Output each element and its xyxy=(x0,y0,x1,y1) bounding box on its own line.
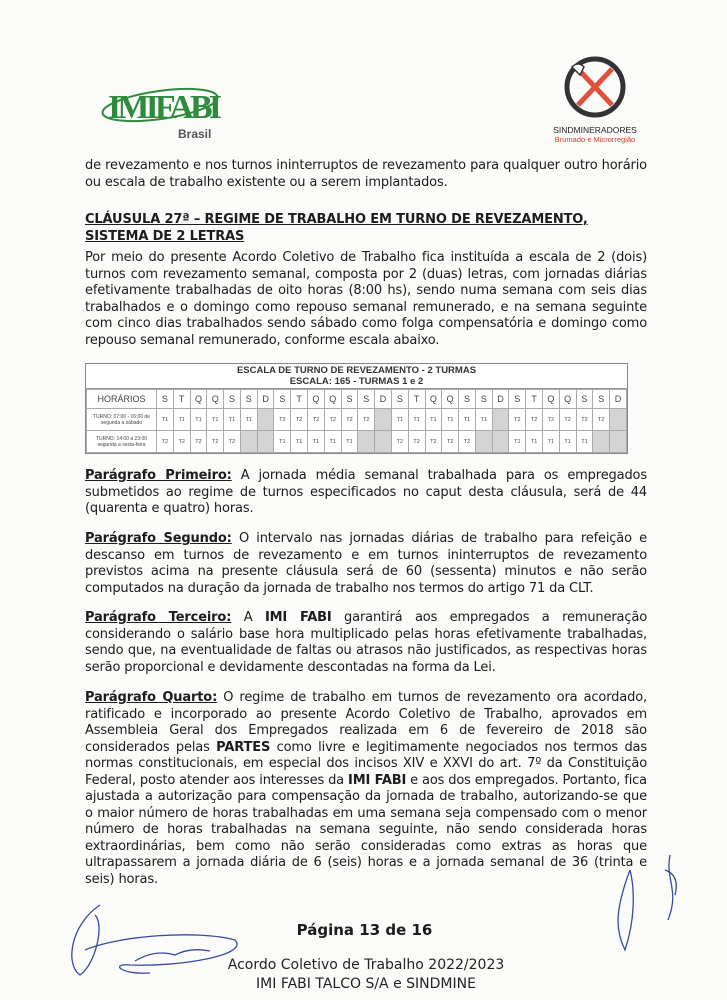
shift-cell: T2 xyxy=(526,409,543,431)
shift-cell: T1 xyxy=(408,409,425,431)
shift-cell: T2 xyxy=(391,431,408,453)
paragraph-text: garantirá aos empregados a remuneração considerando o salário base hora multiplicado pelas horas efetivamente trabalhadas, sendo que, na eventualidade de faltas ou atrasos não justificados, as respectivas horas serão proporcional e devidamente descontadas na forma da Lei. xyxy=(85,610,647,675)
day-cell: S xyxy=(341,390,358,409)
shift-cell xyxy=(475,431,492,453)
shift-cell: T1 xyxy=(391,409,408,431)
header-cell: HORÁRIOS xyxy=(87,390,157,409)
footer-line-2: IMI FABI TALCO S/A e SINDMINE xyxy=(256,976,476,992)
day-cell: S xyxy=(459,390,476,409)
day-cell: S xyxy=(240,390,257,409)
shift-cell: T1 xyxy=(341,431,358,453)
shift-cell: T2 xyxy=(324,409,341,431)
paragraph-label: Parágrafo Primeiro: xyxy=(85,468,232,483)
paragraph-segundo xyxy=(85,531,647,597)
shift-cell xyxy=(375,409,392,431)
shift-cell xyxy=(240,431,257,453)
shift-cell: T1 xyxy=(542,431,559,453)
paragraph-label: Parágrafo Quarto: xyxy=(85,690,218,705)
shift-cell xyxy=(375,431,392,453)
shift-cell: T2 xyxy=(157,431,174,453)
table-subtitle: ESCALA: 165 - TURMAS 1 e 2 xyxy=(289,376,424,387)
shift-cell: T2 xyxy=(274,409,291,431)
shift-cell: T1 xyxy=(576,431,593,453)
paragraph-label: Parágrafo Terceiro: xyxy=(85,610,232,625)
day-cell: Q xyxy=(425,390,442,409)
shift-cell: T2 xyxy=(542,409,559,431)
shift-cell: T1 xyxy=(207,409,224,431)
table-title xyxy=(86,364,627,389)
shift-cell: T1 xyxy=(308,431,325,453)
shift-cell xyxy=(492,431,509,453)
shift-cell: T1 xyxy=(291,431,308,453)
shift-cell: T2 xyxy=(509,409,526,431)
paragraph-text: O regime de trabalho em turnos de revezamento ora acordado, ratificado e incorporado ao presente Acordo Coletivo de Trabalho, aprovados em Assembleia Geral dos Empregados realizada em 6 de fevereiro de 2018 são considerados pelas xyxy=(85,690,647,755)
shift-label: TURNO: 14:00 a 23:00 segunda a sexta-feira xyxy=(87,431,157,453)
shift-cell: T2 xyxy=(358,409,375,431)
day-cell: T xyxy=(291,390,308,409)
clause-text: Por meio do presente Acordo Coletivo de Trabalho fica instituída a escala de 2 (dois) turnos com revezamento semanal, composta por 2 (duas) letras, com jornadas diárias efetivamente trabalhadas de oito horas (8:00 hs), sendo numa semana com seis dias trabalhados e o domingo como repouso semanal remunerado, e na semana seguinte com cinco dias trabalhados sendo sábado como folga compensatória e domingo como repouso semanal remunerado, conforme escala abaixo. xyxy=(85,250,647,348)
shift-cell: T2 xyxy=(593,409,610,431)
shift-cell: T2 xyxy=(442,431,459,453)
day-cell: D xyxy=(375,390,392,409)
day-cell: T xyxy=(173,390,190,409)
shift-cell xyxy=(610,409,627,431)
shift-cell xyxy=(257,431,274,453)
shift-cell: T2 xyxy=(190,431,207,453)
shift-cell: T1 xyxy=(459,409,476,431)
day-cell: Q xyxy=(308,390,325,409)
shift-cell xyxy=(492,409,509,431)
day-cell: T xyxy=(526,390,543,409)
company-name: IMI FABI xyxy=(348,772,407,788)
shift-cell: T2 xyxy=(341,409,358,431)
day-cell: S xyxy=(157,390,174,409)
day-cell: S xyxy=(391,390,408,409)
shift-row xyxy=(87,431,627,453)
shift-cell xyxy=(610,431,627,453)
paragraph-text: como livre e legitimamente negociados nos termos das normas constitucionais, em especial dos incisos XIV e XXVI do art. 7º da Constituição Federal, posto atender aos interesses da xyxy=(85,739,647,788)
shift-cell: T1 xyxy=(240,409,257,431)
shift-cell: T2 xyxy=(559,409,576,431)
day-cell: D xyxy=(492,390,509,409)
shift-row xyxy=(87,409,627,431)
day-cell: S xyxy=(274,390,291,409)
day-cell: Q xyxy=(542,390,559,409)
shift-cell: T2 xyxy=(308,409,325,431)
day-cell: S xyxy=(358,390,375,409)
shift-cell: T1 xyxy=(509,431,526,453)
paragraph-quarto xyxy=(85,690,647,888)
paragraph-primeiro xyxy=(85,468,647,518)
shift-label: TURNO: 07:00 - 16:00 de segunda a sábado xyxy=(87,409,157,431)
clause-title: CLÁUSULA 27ª – REGIME DE TRABALHO EM TURNO DE REVEZAMENTO, SISTEMA DE 2 LETRAS xyxy=(85,212,588,244)
shift-cell xyxy=(358,431,375,453)
intro-text: de revezamento e nos turnos ininterruptos de revezamento para qualquer outro horário ou escala de trabalho existente ou a serem implantados. xyxy=(85,158,647,190)
shift-cell: T1 xyxy=(442,409,459,431)
shift-cell: T1 xyxy=(224,409,241,431)
day-cell: Q xyxy=(559,390,576,409)
shift-cell: T2 xyxy=(459,431,476,453)
shift-cell: T1 xyxy=(475,409,492,431)
shift-cell xyxy=(593,431,610,453)
svg-text:SINDMINERADORES: SINDMINERADORES xyxy=(553,125,637,135)
day-cell: T xyxy=(408,390,425,409)
day-cell: Q xyxy=(190,390,207,409)
table-title-text: ESCALA DE TURNO DE REVEZAMENTO - 2 TURMAS xyxy=(236,365,477,376)
shift-cell: T1 xyxy=(274,431,291,453)
svg-text:IMIFABI: IMIFABI xyxy=(108,89,220,126)
day-cell: S xyxy=(224,390,241,409)
shift-cell: T2 xyxy=(576,409,593,431)
shift-cell xyxy=(257,409,274,431)
signature-right xyxy=(610,850,690,960)
shift-cell: T2 xyxy=(173,431,190,453)
paragraph-text: e aos dos empregados. Portanto, fica ajustada a autorização para compensação da jornada de trabalho, autorizando-se que o maior número de horas trabalhadas em uma semana seja compensado com o menor número de horas trabalhadas na semana seguinte, não sendo considerada horas extraordinárias, bem como não serão consideradas como extras as horas que ultrapassarem a jornada diária de 6 (seis) horas e a jornada semanal de 36 (trinta e seis) horas. xyxy=(85,772,647,887)
day-cell: D xyxy=(610,390,627,409)
shift-cell: T2 xyxy=(224,431,241,453)
shift-cell: T2 xyxy=(408,431,425,453)
day-cell: S xyxy=(509,390,526,409)
shift-cell: T2 xyxy=(425,431,442,453)
svg-text:Brasil: Brasil xyxy=(178,127,212,141)
page-number: Página 13 de 16 xyxy=(296,921,433,939)
paragraph-text: O intervalo nas jornadas diárias de trabalho para refeição e descanso em turnos de revezamento e em turnos ininterruptos de revezamento previstos acima na presente cláusula será de 60 (sessenta) minutos e não serão computados na duração da jornada de trabalho nos termos do artigo 71 da CLT. xyxy=(85,531,648,596)
imifabi-logo xyxy=(100,80,230,145)
day-cell: Q xyxy=(324,390,341,409)
days-row xyxy=(87,390,627,409)
shift-cell: T1 xyxy=(425,409,442,431)
company-name: IMI FABI xyxy=(264,610,332,625)
paragraph-terceiro xyxy=(85,610,647,676)
day-cell: S xyxy=(593,390,610,409)
parties-term: PARTES xyxy=(216,739,271,755)
shift-cell: T2 xyxy=(207,431,224,453)
day-cell: D xyxy=(257,390,274,409)
shift-cell: T1 xyxy=(190,409,207,431)
sindmineradores-logo xyxy=(520,55,670,150)
svg-text:Brumado e Microrregião: Brumado e Microrregião xyxy=(554,135,636,144)
paragraph-text: A jornada média semanal trabalhada para os empregados submetidos ao regime de turnos especificados no caput desta cláusula, será de 44 (quarenta e quatro) horas. xyxy=(85,468,647,516)
shift-cell: T1 xyxy=(526,431,543,453)
shift-schedule-table xyxy=(85,363,628,454)
paragraph-text: A xyxy=(231,610,265,625)
shift-cell: T1 xyxy=(157,409,174,431)
day-cell: S xyxy=(475,390,492,409)
day-cell: Q xyxy=(442,390,459,409)
paragraph-label: Parágrafo Segundo: xyxy=(85,531,232,546)
day-cell: S xyxy=(576,390,593,409)
day-cell: Q xyxy=(207,390,224,409)
shift-cell: T1 xyxy=(324,431,341,453)
footer-line-1: Acordo Coletivo de Trabalho 2022/2023 xyxy=(227,957,505,973)
shift-cell: T1 xyxy=(559,431,576,453)
shift-cell: T1 xyxy=(173,409,190,431)
shift-cell: T2 xyxy=(291,409,308,431)
